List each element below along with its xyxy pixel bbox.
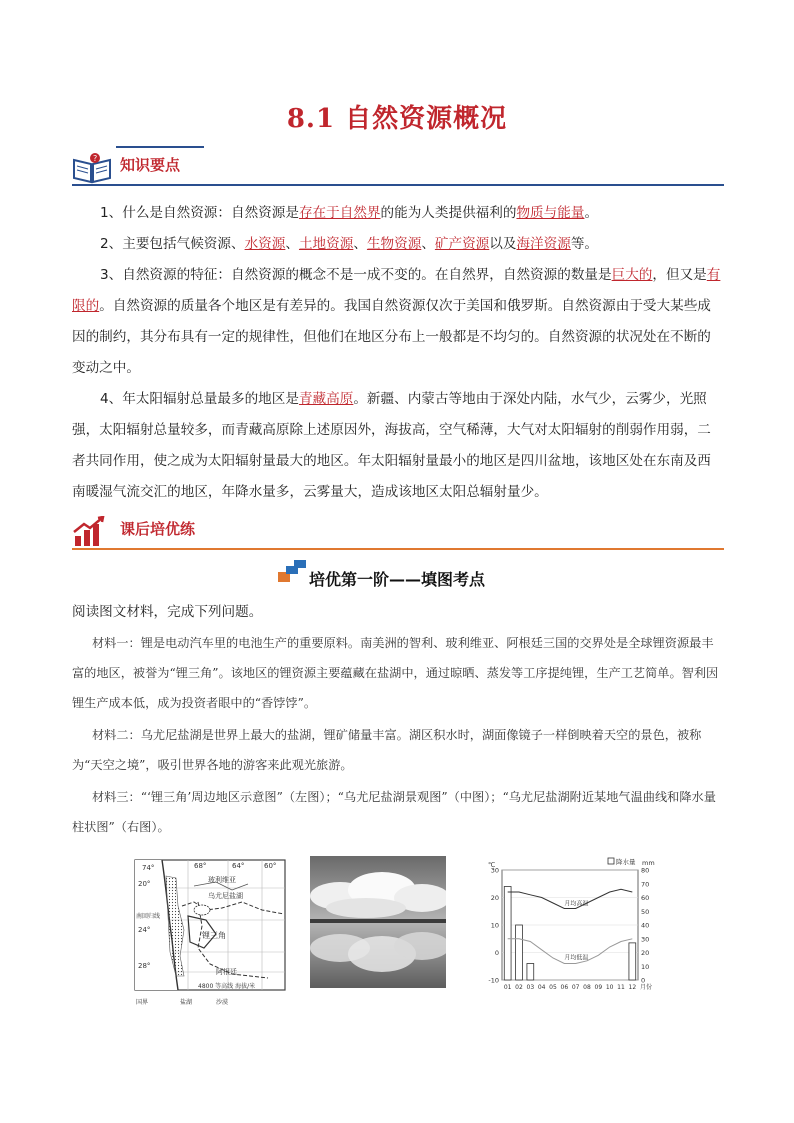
map-place-bolivia: 玻利维亚 (208, 876, 236, 884)
month-tick-label: 08 (583, 984, 591, 991)
paragraph-3: 3、自然资源的特征：自然资源的概念不是一成不变的。在自然界，自然资源的数量是巨大的，但又是有限的。自然资源的质量各个地区是有差异的。我国自然资源仅次于美国和俄罗斯。自然资源由于受大某些成因的制约，其分布具有一定的规律性，但他们在地区分布上一般都是不均匀的。自然资源的状况处在不断的变动之中。 (72, 267, 721, 376)
map-lat-label: 28° (138, 962, 151, 970)
legend-swatch (608, 858, 614, 864)
precip-bar (504, 887, 511, 981)
svg-text:?: ? (93, 154, 98, 163)
month-tick-label: 07 (571, 984, 580, 991)
precip-tick-label: 80 (641, 866, 650, 875)
section-label-knowledge: 知识要点 (120, 156, 181, 174)
month-tick-label: 10 (605, 984, 614, 991)
month-tick-label: 06 (560, 984, 569, 991)
month-tick-label: 12 (628, 984, 637, 991)
paragraph-2: 2、主要包括气候资源、水资源、土地资源、生物资源、矿产资源以及海洋资源等。 (100, 236, 599, 252)
section-label-practice: 课后培优练 (120, 520, 196, 538)
precip-tick-label: 30 (641, 935, 650, 944)
temp-tick-label: 0 (494, 949, 499, 957)
map-legend-salt-lake: 盐湖 (180, 999, 193, 1006)
temp-tick-label: -10 (488, 976, 499, 985)
precip-tick-label: 0 (641, 976, 646, 985)
material-3: 材料三：“‘锂三角’周边地区示意图”（左图）；“乌尤尼盐湖景观图”（中图）；“乌尤尼盐湖附近某地气温曲线和降水量柱状图”（右图）。 (72, 790, 716, 834)
material-2: 材料二：乌尤尼盐湖是世界上最大的盐湖，锂矿储量丰富。湖区积水时，湖面像镜子一样倒映着天空的景色，被称为“天空之境”，吸引世界各地的游客来此观光旅游。 (72, 728, 702, 772)
map-contour-label: 4800 等高线 海拔/米 (198, 983, 256, 990)
month-axis-label: 月份 (640, 984, 653, 991)
map-lon-label: 68° (194, 862, 207, 870)
map-place-argentina: 阿根廷 (216, 968, 237, 976)
map-lon-label: 64° (232, 862, 245, 870)
map-tropic-label: 南回归线 (136, 913, 161, 920)
map-place-triangle: 锂三角 (202, 931, 226, 940)
climate-chart (476, 856, 666, 1002)
temp-tick-label: 30 (490, 866, 499, 875)
subsection-title: 培优第一阶——填图考点 (308, 570, 485, 589)
paragraph-4: 4、年太阳辐射总量最多的地区是青藏高原。新疆、内蒙古等地由于深处内陆，水气少，云雾少，光照强，太阳辐射总量较多，而青藏高原除上述原因外，海拔高，空气稀薄，大气对太阳辐射的削弱作用弱，二者共同作用，使之成为太阳辐射量最大的地区。年太阳辐射量最小的地区是四川盆地，该地区处在东南及西南暖湿气流交汇的地区，年降水量多，云雾量大，造成该地区太阳总辐射量少。 (72, 391, 711, 500)
max-temp-label: 月均高温 (564, 900, 589, 908)
book-icon (72, 152, 112, 184)
instruction: 阅读图文材料，完成下列问题。 (72, 604, 263, 620)
salt-lake-photo (310, 856, 446, 988)
min-temp-label: 月均低温 (564, 954, 589, 962)
map-legend-border: 国界 (136, 999, 149, 1006)
precip-bar (527, 964, 534, 981)
temp-tick-label: 20 (490, 894, 499, 902)
precip-bar (629, 943, 636, 980)
precip-tick-label: 20 (641, 949, 650, 957)
temp-unit-label: ℃ (488, 861, 496, 869)
precip-tick-label: 50 (641, 907, 650, 916)
growth-chart-icon (72, 516, 108, 548)
map-lat-label: 24° (138, 926, 151, 934)
map-place-uyuni: 乌尤尼盐湖 (208, 892, 243, 900)
temp-tick-label: 10 (490, 921, 499, 930)
precip-tick-label: 70 (641, 880, 650, 889)
month-tick-label: 03 (526, 984, 535, 991)
material-1: 材料一：锂是电动汽车里的电池生产的重要原料。南美洲的智利、玻利维亚、阿根廷三国的交界处是全球锂资源最丰富的地区，被誉为“锂三角”。该地区的锂资源主要蕴藏在盐湖中，通过晾晒、蒸发等工序提纯锂，生产工艺简单。智利因锂生产成本低，成为投资者眼中的“香饽饽”。 (72, 636, 719, 710)
precip-tick-label: 60 (641, 894, 650, 902)
map-lon-label: 74° (142, 864, 155, 872)
month-tick-label: 11 (617, 984, 625, 991)
precip-tick-label: 10 (641, 962, 650, 971)
month-tick-label: 02 (515, 984, 523, 991)
page-title: 8.1 自然资源概况 (286, 104, 508, 134)
section-header-practice (72, 514, 724, 550)
precip-unit-label: mm (642, 859, 655, 867)
month-tick-label: 05 (549, 984, 557, 991)
precip-tick-label: 40 (641, 921, 650, 930)
lithium-triangle-map (132, 856, 292, 1006)
map-legend-desert: 沙漠 (216, 999, 229, 1006)
map-lat-label: 20° (138, 880, 151, 888)
month-tick-label: 01 (503, 984, 512, 991)
legend-label: 降水量 (616, 858, 636, 866)
month-tick-label: 09 (594, 984, 603, 991)
month-tick-label: 04 (537, 984, 546, 991)
paragraph-1: 1、什么是自然资源：自然资源是存在于自然界的能为人类提供福利的物质与能量。 (100, 205, 599, 221)
map-lon-label: 60° (264, 862, 277, 870)
precip-bar (516, 925, 523, 980)
section-header-knowledge (72, 150, 724, 186)
